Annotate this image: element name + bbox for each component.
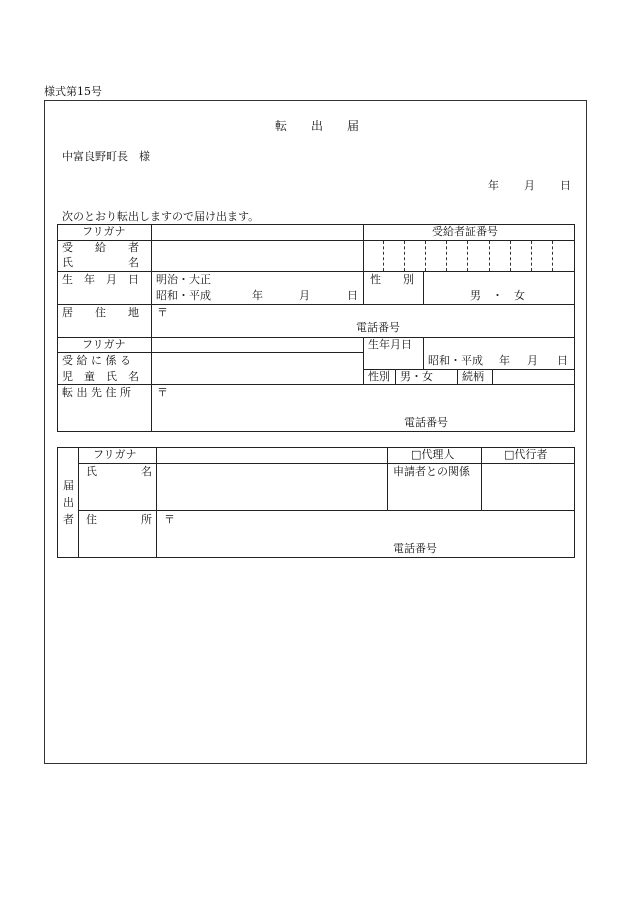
recipient-birth-month: 月 bbox=[299, 289, 310, 302]
destination-phone-label: 電話番号 bbox=[404, 416, 448, 429]
recipient-id-label: 受給者証番号 bbox=[432, 225, 498, 238]
addressee: 中富良野町長 様 bbox=[62, 150, 150, 163]
recipient-birth-year: 年 bbox=[252, 289, 263, 302]
intro-text: 次のとおり転出しますので届け出ます。 bbox=[62, 210, 260, 223]
recipient-sex-value: 男 ・ 女 bbox=[470, 289, 525, 302]
form-title: 転 出 届 bbox=[275, 119, 360, 133]
residence-label: 居 住 地 bbox=[62, 306, 139, 319]
notifier-relation-label: 申請者との関係 bbox=[393, 465, 470, 478]
notifier-side-1: 届 bbox=[63, 479, 74, 492]
residence-phone-label: 電話番号 bbox=[356, 321, 400, 334]
child-relation-label: 続柄 bbox=[462, 370, 484, 383]
proxy-checkbox-label: □代行者 bbox=[504, 448, 548, 461]
recipient-birth-label: 生 年 月 日 bbox=[62, 273, 139, 286]
child-name-label-1: 受 給 に 係 る bbox=[62, 354, 131, 367]
child-era: 昭和・平成 bbox=[428, 354, 483, 367]
recipient-era-2: 昭和・平成 bbox=[156, 289, 211, 302]
recipient-birth-day: 日 bbox=[347, 289, 358, 302]
date-year: 年 bbox=[488, 179, 499, 192]
child-birth-year: 年 bbox=[499, 354, 510, 367]
form-number: 様式第15号 bbox=[44, 85, 102, 98]
child-sex-value: 男・女 bbox=[400, 370, 433, 383]
destination-postal-mark: 〒 bbox=[157, 386, 168, 399]
recipient-era-1: 明治・大正 bbox=[156, 273, 211, 286]
form-frame bbox=[44, 100, 587, 764]
recipient-name-label-1: 受 給 者 bbox=[62, 241, 139, 254]
child-birth-month: 月 bbox=[527, 354, 538, 367]
child-furigana-label: フリガナ bbox=[82, 338, 126, 351]
notifier-furigana-label: フリガナ bbox=[93, 448, 137, 461]
notifier-postal-mark: 〒 bbox=[164, 513, 175, 526]
notifier-address-label: 住 所 bbox=[86, 513, 152, 526]
child-birth-label: 生年月日 bbox=[368, 338, 412, 351]
child-birth-day: 日 bbox=[557, 354, 568, 367]
notifier-side-3: 者 bbox=[63, 513, 74, 526]
recipient-sex-label: 性 別 bbox=[370, 273, 414, 286]
residence-postal-mark: 〒 bbox=[157, 306, 168, 319]
recipient-name-label-2: 氏 名 bbox=[62, 256, 139, 269]
notifier-name-label: 氏 名 bbox=[86, 465, 152, 478]
date-month: 月 bbox=[524, 179, 535, 192]
child-name-label-2: 児 童 氏 名 bbox=[62, 370, 139, 383]
notifier-side-2: 出 bbox=[63, 496, 74, 509]
child-sex-label: 性別 bbox=[368, 370, 390, 383]
notifier-phone-label: 電話番号 bbox=[393, 542, 437, 555]
destination-label: 転 出 先 住 所 bbox=[62, 386, 131, 399]
recipient-furigana-label: フリガナ bbox=[82, 225, 126, 238]
date-day: 日 bbox=[560, 179, 571, 192]
agent-checkbox-label: □代理人 bbox=[411, 448, 455, 461]
